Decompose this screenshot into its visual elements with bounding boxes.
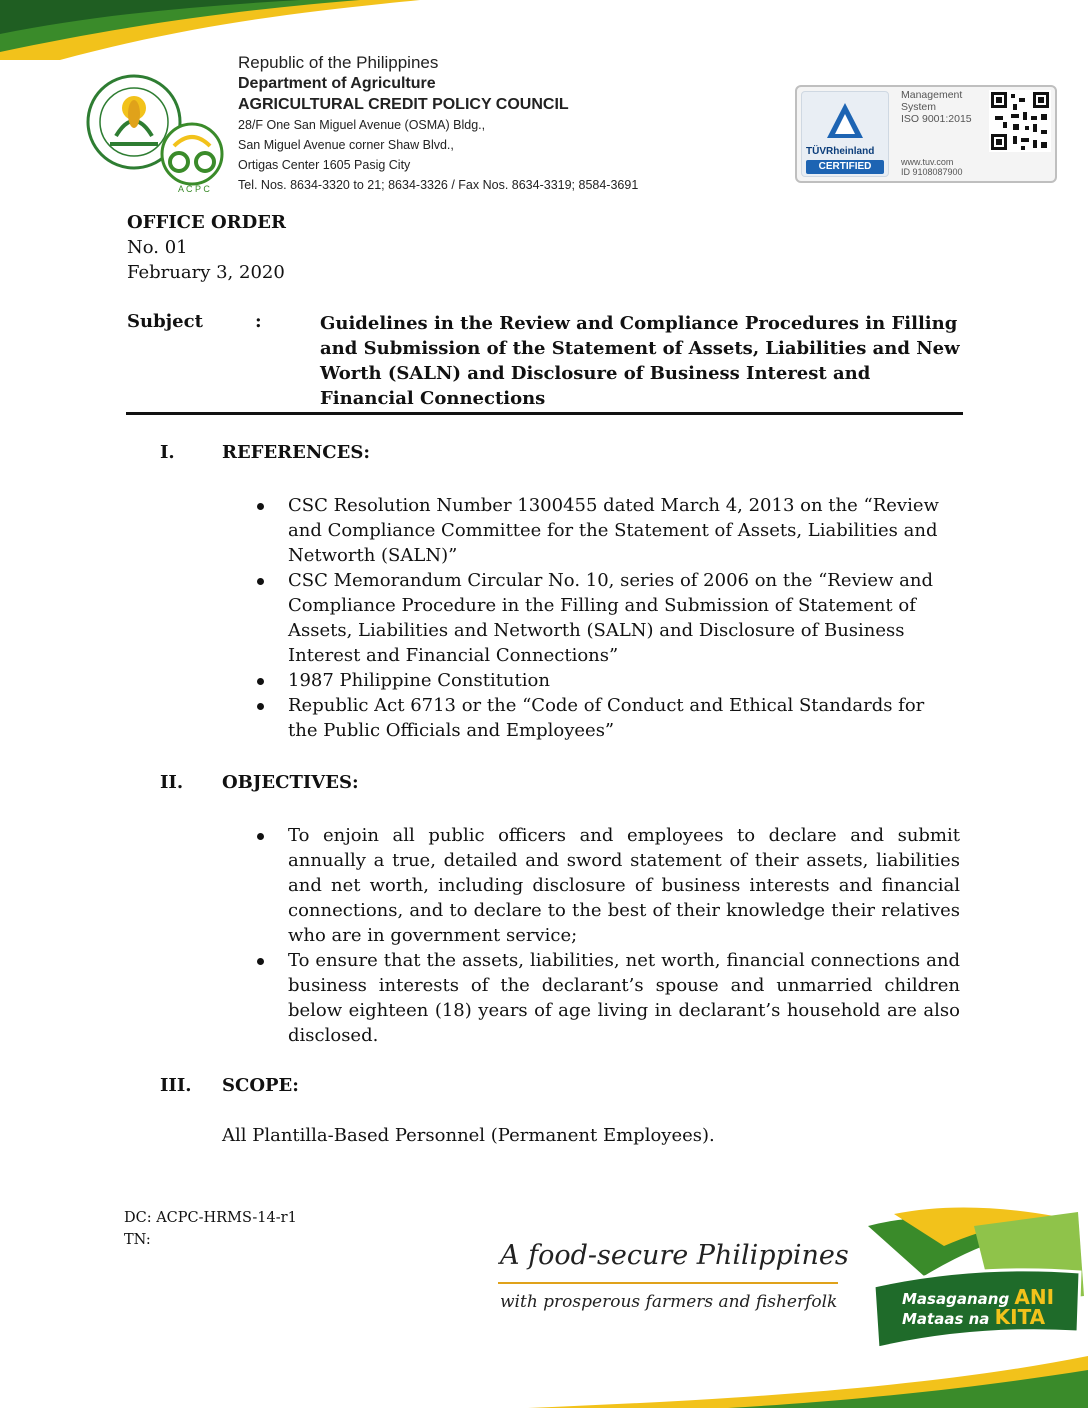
subject-divider [126, 412, 963, 415]
section-scope-number: III. [160, 1075, 192, 1096]
objectives-list [288, 823, 960, 1048]
reference-text: CSC Memorandum Circular No. 10, series of 2006 on the “Review and Compliance Procedure in the Filling and Submission of Statement of Assets, Liabilities and Networth (SALN) and Disclosure of Business Interest and Financial Connections” [288, 570, 934, 666]
badge-word-kita: KITA [994, 1305, 1046, 1329]
slogan-sub: with prosperous farmers and fisherfolk [500, 1292, 838, 1312]
bullet-icon [257, 833, 264, 840]
iso-line-3: ISO 9001:2015 [901, 113, 972, 125]
badge-word-masaganang: Masaganang [902, 1290, 1010, 1308]
bullet-icon [257, 578, 264, 585]
order-number: No. 01 [127, 237, 188, 258]
bullet-icon [257, 503, 264, 510]
reference-text: Republic Act 6713 or the “Code of Conduct and Ethical Standards for the Public Officials and Employees” [288, 695, 925, 741]
office-order-title: OFFICE ORDER [127, 212, 286, 233]
list-item [288, 948, 960, 1048]
bullet-icon [257, 703, 264, 710]
section-objectives-title: OBJECTIVES: [222, 772, 359, 793]
slogan-underline [498, 1282, 838, 1284]
tracking-number-label: TN: [124, 1232, 151, 1248]
objective-text: To enjoin all public officers and employees to declare and submit annually a true, detailed and sword statement of their assets, liabilities and net worth, including disclosure of business interests and financial connections, and to declare to the best of their knowledge their relatives who are in government service; [288, 825, 960, 946]
references-list [288, 493, 948, 743]
masaganang-ani-badge [864, 1206, 1088, 1366]
scope-text: All Plantilla-Based Personnel (Permanent Employees). [222, 1125, 715, 1146]
bottom-corner-swoosh [528, 1348, 1088, 1408]
svg-text:A C P C: A C P C [178, 184, 210, 194]
objective-text: To ensure that the assets, liabilities, net worth, financial connections and business interests of the declarant’s spouse and unmarried children below eighteen (18) years of age living in declarant’s household are also disclosed. [288, 950, 960, 1046]
qr-code-icon [989, 90, 1051, 152]
badge-background-icon [864, 1206, 1088, 1366]
badge-text [902, 1285, 1055, 1329]
list-item [288, 493, 948, 568]
reference-text: 1987 Philippine Constitution [288, 670, 550, 691]
section-objectives-number: II. [160, 772, 184, 793]
iso-standard-text [901, 89, 972, 125]
address-line-2: San Miguel Avenue corner Shaw Blvd., [238, 138, 454, 152]
subject-label: Subject [127, 311, 203, 332]
iso-id: ID 9108087900 [901, 167, 963, 177]
bullet-icon [257, 958, 264, 965]
section-scope-title: SCOPE: [222, 1075, 299, 1096]
republic-text: Republic of the Philippines [238, 53, 439, 72]
iso-certification-badge [795, 85, 1057, 183]
tuv-name: TÜVRheinland [806, 146, 875, 157]
office-order-header [127, 210, 286, 285]
phone-fax-numbers: Tel. Nos. 8634-3320 to 21; 8634-3326 / Fax Nos. 8634-3319; 8584-3691 [238, 178, 639, 192]
iso-line-1: Management [901, 89, 963, 101]
list-item [288, 568, 948, 668]
letterhead [238, 52, 638, 195]
tuv-logo [801, 91, 889, 177]
top-corner-swoosh [0, 0, 420, 60]
certified-label: CERTIFIED [806, 160, 884, 174]
order-date: February 3, 2020 [127, 262, 285, 283]
department-text: Department of Agriculture [238, 75, 436, 92]
section-references-title: REFERENCES: [222, 442, 370, 463]
reference-text: CSC Resolution Number 1300455 dated March 4, 2013 on the “Review and Compliance Committee for the Statement of Assets, Liabilities and Networth (SALN)” [288, 495, 939, 566]
list-item [288, 668, 948, 693]
section-references-number: I. [160, 442, 175, 463]
council-text: AGRICULTURAL CREDIT POLICY COUNCIL [238, 96, 569, 113]
tuv-triangle-icon [824, 100, 866, 142]
slogan-main: A food-secure Philippines [500, 1240, 849, 1271]
document-control [124, 1207, 297, 1251]
iso-line-2: System [901, 101, 937, 113]
address-line-3: Ortigas Center 1605 Pasig City [238, 158, 411, 172]
subject-text: Guidelines in the Review and Compliance Procedures in Filling and Submission of the Statement of Assets, Liabilities and New Worth (SALN) and Disclosure of Business Interest and Financial Connections [320, 313, 960, 409]
acpc-logo-icon [162, 124, 222, 194]
agency-logos [82, 66, 242, 198]
list-item [288, 823, 960, 948]
document-code: DC: ACPC-HRMS-14-r1 [124, 1210, 297, 1226]
address-line-1: 28/F One San Miguel Avenue (OSMA) Bldg., [238, 118, 486, 132]
iso-website: www.tuv.com [901, 157, 954, 167]
list-item [288, 693, 948, 743]
badge-word-mataas-na: Mataas na [902, 1310, 990, 1328]
bullet-icon [257, 678, 264, 685]
badge-word-ani: ANI [1014, 1285, 1055, 1309]
subject-colon: : [255, 311, 262, 332]
iso-web-id [901, 157, 963, 177]
